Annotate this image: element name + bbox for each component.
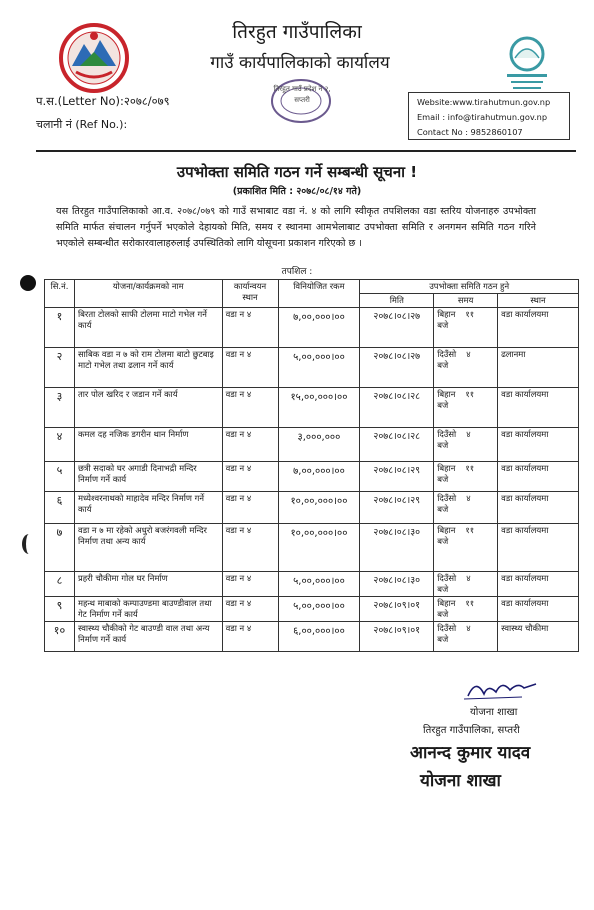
header-venue: स्थान xyxy=(498,294,579,308)
cell-venue: स्वास्थ्य चौकीमा xyxy=(498,622,579,652)
signatory-name-stamp: आनन्द कुमार यादव xyxy=(410,743,531,763)
cell-time xyxy=(434,348,498,388)
cell-time-part: ११ xyxy=(465,598,475,608)
cell-project: बिरता टोलको साफी टोलमा माटो गभेल गर्ने कार्य xyxy=(74,308,222,348)
cell-time-part: बजे xyxy=(437,400,449,410)
notice-title: उपभोक्ता समिति गठन गर्ने सम्बन्धी सूचना ! xyxy=(176,163,418,181)
cell-date: २०७८।०९।०१ xyxy=(360,597,434,622)
cell-time-part: बजे xyxy=(437,609,449,619)
cell-project: तार पोल खरिद र जडान गर्ने कार्य xyxy=(74,388,222,428)
header-location: कार्यान्वयन स्थान xyxy=(222,280,278,308)
cell-sn: ४ xyxy=(45,428,75,462)
cell-time-part: ४ xyxy=(466,573,471,583)
table-caption: तपशिल : xyxy=(281,267,313,277)
cell-time-part: ११ xyxy=(465,309,475,319)
cell-project: साबिक वडा न ७ को राम टोलमा बाटो छुटबाइ माटो गभेल तथा ढलान गर्ने कार्य xyxy=(74,348,222,388)
cell-time-part: ४ xyxy=(466,623,471,633)
cell-location: वडा न ४ xyxy=(222,622,278,652)
published-date: (प्रकाशित मिति : २०७८/०८/१४ गते) xyxy=(232,186,362,197)
cell-time-part: ४ xyxy=(466,429,471,439)
cell-project: स्वास्थ्य चौकीको गेट बाउण्डी वाल तथा अन्य निर्माण गर्ने कार्य xyxy=(74,622,222,652)
cell-location: वडा न ४ xyxy=(222,428,278,462)
table-row xyxy=(45,308,579,348)
cell-time-part: बजे xyxy=(437,634,449,644)
cell-date: २०७८।०८।२९ xyxy=(360,462,434,492)
cell-sn: ७ xyxy=(45,524,75,572)
cell-date: २०७८।०८।२७ xyxy=(360,308,434,348)
cell-amount: १०,००,०००।०० xyxy=(278,492,360,524)
cell-location: वडा न ४ xyxy=(222,462,278,492)
cell-location: वडा न ४ xyxy=(222,492,278,524)
email-text: Email : info@tirahutmun.gov.np xyxy=(417,112,548,122)
cell-date: २०७८।०८।३० xyxy=(360,524,434,572)
cell-sn: ९ xyxy=(45,597,75,622)
cell-time-part: बजे xyxy=(437,536,449,546)
cell-time xyxy=(434,622,498,652)
office-title-line2: गाउँ कार्यपालिकाको कार्यालय xyxy=(210,53,390,73)
cell-venue: वडा कार्यालयमा xyxy=(498,308,579,348)
office-title-line1: तिरहुत गाउँपालिका xyxy=(232,21,362,43)
cell-venue: वडा कार्यालयमा xyxy=(498,597,579,622)
cell-time-part: दिउँसो xyxy=(437,493,457,503)
notice-paragraph: यस तिरहुत गाउँपालिकाको आ.व. २०७८/०७९ को गाउँ सभाबाट वडा नं. ४ को लागि स्वीकृत तपशिलका वडा स्तरिय योजनाहरु उपभोक्ता समिति मार्फत संचालन गर्नुपर्ने भएकोले देहायको मिति, समय र स्थानमा आमभेलाबाट उपभोक्ता समिति र अनगमन समिति गठन गरिने भएकोले सम्बन्धीत सरोकारवालाहरुलाई उपस्थितिको लागि योसूचना प्रकाशन गरिएको छ । xyxy=(56,206,536,249)
cell-sn: २ xyxy=(45,348,75,388)
cell-time-part: बिहान xyxy=(437,463,456,473)
header-time: समय xyxy=(434,294,498,308)
cell-time-part: बजे xyxy=(437,440,449,450)
header-sn: सि.नं. xyxy=(45,280,75,308)
cell-time-part: बजे xyxy=(437,504,449,514)
signatory-section-stamp: योजना शाखा xyxy=(420,771,501,791)
cell-project: वडा न ७ मा रहेको अधुरो बजरंगवली मन्दिर निर्माण तथा अन्य कार्य xyxy=(74,524,222,572)
cell-venue: ढलानमा xyxy=(498,348,579,388)
punch-hole-mark xyxy=(20,275,36,291)
cell-time-part: बजे xyxy=(437,360,449,370)
table-row xyxy=(45,462,579,492)
cell-time-part: दिउँसो xyxy=(437,573,457,583)
table-row xyxy=(45,622,579,652)
signatory-section: योजना शाखा xyxy=(470,707,518,718)
cell-location: वडा न ४ xyxy=(222,388,278,428)
handwritten-signature xyxy=(462,676,540,702)
cell-venue: वडा कार्यालयमा xyxy=(498,524,579,572)
cell-amount: ६,००,०००।०० xyxy=(278,622,360,652)
cell-time-part: बजे xyxy=(437,320,449,330)
cell-time-part: दिउँसो xyxy=(437,349,457,359)
cell-time xyxy=(434,462,498,492)
cell-time-part: ४ xyxy=(466,349,471,359)
cell-time-part: बजे xyxy=(437,474,449,484)
cell-time-part: बिहान xyxy=(437,525,456,535)
cell-venue: वडा कार्यालयमा xyxy=(498,492,579,524)
cell-time-part: बिहान xyxy=(437,598,456,608)
cell-venue: वडा कार्यालयमा xyxy=(498,462,579,492)
cell-time xyxy=(434,572,498,597)
cell-time-part: दिउँसो xyxy=(437,429,457,439)
cell-amount: ७,००,०००।०० xyxy=(278,462,360,492)
cell-time-part: ४ xyxy=(466,493,471,503)
cell-amount: १०,००,०००।०० xyxy=(278,524,360,572)
cell-project: महन्थ माबाको कम्पाउण्डमा बाउण्डीवाल तथा गेट निर्माण गर्ने कार्य xyxy=(74,597,222,622)
cell-amount: १५,००,०००।०० xyxy=(278,388,360,428)
cell-venue: वडा कार्यालयमा xyxy=(498,388,579,428)
cell-location: वडा न ४ xyxy=(222,572,278,597)
table-row xyxy=(45,572,579,597)
cell-sn: ३ xyxy=(45,388,75,428)
table-row xyxy=(45,492,579,524)
cell-time-part: बजे xyxy=(437,584,449,594)
cell-date: २०७८।०८।२८ xyxy=(360,428,434,462)
cell-time xyxy=(434,492,498,524)
stamp-text: तिरहुत गाउँ प्रदेश नं २, सप्तरी xyxy=(273,85,331,104)
cell-time-part: बिहान xyxy=(437,309,456,319)
reference-number: चलानी नं (Ref No.): xyxy=(36,118,128,131)
cell-date: २०७८।०८।३० xyxy=(360,572,434,597)
phone-text: Contact No : 9852860107 xyxy=(417,127,523,137)
cell-sn: १ xyxy=(45,308,75,348)
cell-date: २०७८।०८।२७ xyxy=(360,348,434,388)
table-row xyxy=(45,597,579,622)
cell-time-part: ११ xyxy=(465,389,475,399)
table-row xyxy=(45,428,579,462)
cell-date: २०७८।०८।२८ xyxy=(360,388,434,428)
cell-project: कमल दह नजिक डगरीन थान निर्माण xyxy=(74,428,222,462)
cell-time xyxy=(434,388,498,428)
cell-amount: ७,००,०००।०० xyxy=(278,308,360,348)
cell-amount: ५,००,०००।०० xyxy=(278,572,360,597)
cell-venue: वडा कार्यालयमा xyxy=(498,572,579,597)
cell-amount: ५,००,०००।०० xyxy=(278,597,360,622)
cell-amount: ३,०००,००० xyxy=(278,428,360,462)
cell-date: २०७८।०८।२९ xyxy=(360,492,434,524)
cell-time-part: ११ xyxy=(465,463,475,473)
cell-time xyxy=(434,597,498,622)
cell-project: प्रहरी चौकीमा गोल घर निर्माण xyxy=(74,572,222,597)
cell-venue: वडा कार्यालयमा xyxy=(498,428,579,462)
website-text: Website:www.tirahutmun.gov.np xyxy=(417,97,551,107)
table-row xyxy=(45,388,579,428)
table-row xyxy=(45,524,579,572)
cell-location: वडा न ४ xyxy=(222,348,278,388)
cell-time-part: ११ xyxy=(465,525,475,535)
cell-sn: ६ xyxy=(45,492,75,524)
header-amount: विनियोजित रकम xyxy=(278,280,360,308)
header-formation: उपभोक्ता समिति गठन हुने xyxy=(360,280,579,294)
cell-location: वडा न ४ xyxy=(222,597,278,622)
header-divider xyxy=(36,150,576,152)
cell-location: वडा न ४ xyxy=(222,308,278,348)
cell-time-part: बिहान xyxy=(437,389,456,399)
cell-amount: ५,००,०००।०० xyxy=(278,348,360,388)
cell-location: वडा न ४ xyxy=(222,524,278,572)
cell-time-part: दिउँसो xyxy=(437,623,457,633)
punch-hole-mark xyxy=(22,534,36,554)
cell-time xyxy=(434,308,498,348)
cell-time xyxy=(434,428,498,462)
contact-box xyxy=(408,92,570,140)
cell-sn: ८ xyxy=(45,572,75,597)
cell-project: छत्री सदाको घर अगाडी दिनाभद्री मन्दिर निर्माण गर्ने कार्य xyxy=(74,462,222,492)
cell-time xyxy=(434,524,498,572)
cell-sn: १० xyxy=(45,622,75,652)
signatory-office: तिरहुत गाउँपालिका, सप्तरी xyxy=(423,725,520,736)
project-table xyxy=(44,279,579,652)
cell-date: २०७८।०९।०१ xyxy=(360,622,434,652)
header-project: योजना/कार्यक्रमको नाम xyxy=(74,280,222,308)
cell-project: मध्येश्वरनाथको माहादेव मन्दिर निर्माण गर्ने कार्य xyxy=(74,492,222,524)
cell-sn: ५ xyxy=(45,462,75,492)
header-date: मिति xyxy=(360,294,434,308)
letter-number: प.स.(Letter No):२०७८/०७९ xyxy=(36,94,170,108)
table-row xyxy=(45,348,579,388)
